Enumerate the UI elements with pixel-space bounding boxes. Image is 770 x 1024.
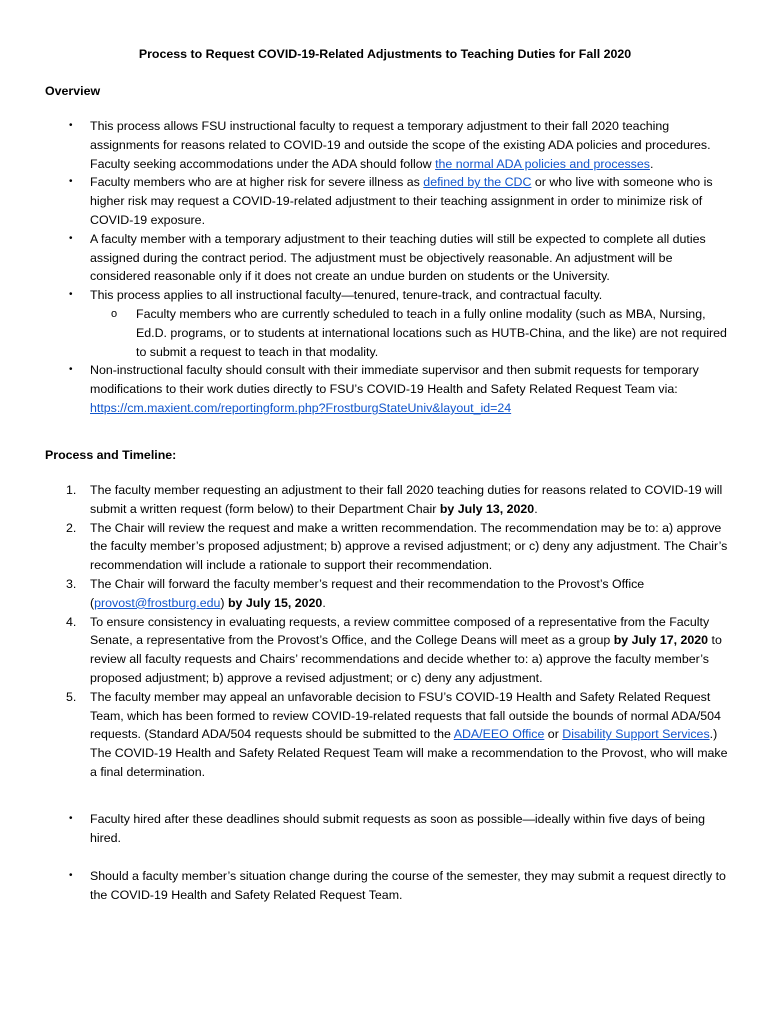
bullet-icon: •	[69, 176, 73, 188]
overview-list	[45, 117, 730, 418]
process-list	[45, 481, 730, 782]
list-item: • A faculty member with a temporary adjustment to their teaching duties will still be expected to complete all duties assigned during the contract period. The adjustment must be objectively reasonable. An adjustment will be considered reasonable only if it does not create an undue burden on students or the University.	[69, 231, 706, 284]
disability-support-services-link[interactable]: Disability Support Services	[562, 727, 710, 742]
list-item: • Should a faculty member’s situation change during the course of the semester, they may submit a request directly to the COVID-19 Health and Safety Related Request Team.	[69, 869, 726, 902]
step-number: 4.	[66, 614, 77, 629]
bullet-icon: •	[69, 232, 73, 244]
sub-list-item: o Faculty members who are currently scheduled to teach in a fully online modality (such as MBA, Nursing, Ed.D. programs, or to students at international locations such as HUTB-China, and the like) are not required to submit a request to teach in that modality.	[111, 306, 727, 359]
list-item: • Non-instructional faculty should consult with their immediate supervisor and then submit requests for temporary modifications to their work duties directly to FSU’s COVID-19 Health and Safety Related Request Team via: https://cm.maxient.com/reportingform.php?FrostburgStateUniv&layout_id=24	[69, 363, 699, 415]
list-item: 4. To ensure consistency in evaluating requests, a review committee composed of a representative from the Faculty Senate, a representative from the Provost’s Office, and the College Deans will meet as a group by July 17, 2020 to review all faculty requests and Chairs’ recommendations and decide whether to: a) approve the faculty member’s proposed adjustment; b) approve a revised adjustment; or c) deny any adjustment.	[66, 614, 722, 685]
bullet-icon: •	[69, 120, 73, 131]
list-item: 2. The Chair will review the request and make a written recommendation. The recommendation may be to: a) approve the faculty member’s proposed adjustment; b) approve a revised adjustment; or c) deny any adjustment. The Chair’s recommendation will include a rationale to support their recommendation.	[66, 520, 728, 573]
step-number: 5.	[66, 689, 77, 704]
list-item: 5. The faculty member may appeal an unfavorable decision to FSU’s COVID-19 Health and Safety Related Request Team, which has been formed to review COVID-19-related requests that fall outside the bounds of normal ADA/504 requests. (Standard ADA/504 requests should be submitted to the ADA/EEO Office or Disability Support Services.) The COVID-19 Health and Safety Related Request Team will make a recommendation to the Provost, who will make a final determination.	[66, 689, 728, 779]
ada-eeo-office-link[interactable]: ADA/EEO Office	[453, 727, 545, 742]
list-item: 3. The Chair will forward the faculty member’s request and their recommendation to the Provost’s Office (provost@frostburg.edu) by July 15, 2020.	[66, 576, 645, 610]
bullet-icon: •	[69, 870, 73, 881]
document-title: Process to Request COVID-19-Related Adjustments to Teaching Duties for Fall 2020	[138, 47, 632, 61]
provost-email-link[interactable]: provost@frostburg.edu	[94, 595, 221, 610]
cdc-link[interactable]: defined by the CDC	[423, 175, 532, 190]
bullet-icon: •	[69, 813, 73, 824]
bullet-icon: •	[69, 364, 73, 376]
process-heading: Process and Timeline:	[45, 448, 177, 462]
ada-policies-link[interactable]: the normal ADA policies and processes	[435, 156, 650, 171]
step-number: 3.	[66, 576, 77, 591]
list-item: • This process allows FSU instructional faculty to request a temporary adjustment to their fall 2020 teaching assignments for reasons related to COVID-19 and outside the scope of the existing ADA policies and procedures. Faculty seeking accommodations under the ADA should follow the normal ADA policies and processes.	[69, 119, 711, 171]
maxient-form-link[interactable]: https://cm.maxient.com/reportingform.php?FrostburgStateUniv&layout_id=24	[90, 400, 512, 415]
sub-list	[90, 305, 730, 361]
overview-heading: Overview	[45, 84, 101, 98]
notes-list-1	[45, 810, 730, 848]
bullet-icon: •	[69, 289, 73, 301]
step-number: 1.	[66, 483, 77, 497]
list-item: • Faculty hired after these deadlines should submit requests as soon as possible—ideally within five days of being hired.	[69, 812, 706, 845]
list-item: • Faculty members who are at higher risk for severe illness as defined by the CDC or who live with someone who is higher risk may request a COVID-19-related adjustment to their teaching assignment in order to minimize risk of COVID-19 exposure.	[69, 175, 713, 227]
list-item: • This process applies to all instructional faculty—tenured, tenure-track, and contractual faculty. o Faculty members who are currently scheduled to teach in a fully online modality (such as MBA, Nursing, Ed.D. programs, or to students at international locations such as HUTB-China, and the like) are not required to submit a request to teach in that modality.	[45, 286, 730, 361]
step-number: 2.	[66, 520, 77, 535]
list-item: 1. The faculty member requesting an adjustment to their fall 2020 teaching duties for reasons related to COVID-19 will submit a written request (form below) to their Department Chair by July 13, 2020.	[66, 483, 723, 516]
notes-list-2	[45, 867, 730, 905]
sub-bullet-icon: o	[111, 307, 118, 320]
